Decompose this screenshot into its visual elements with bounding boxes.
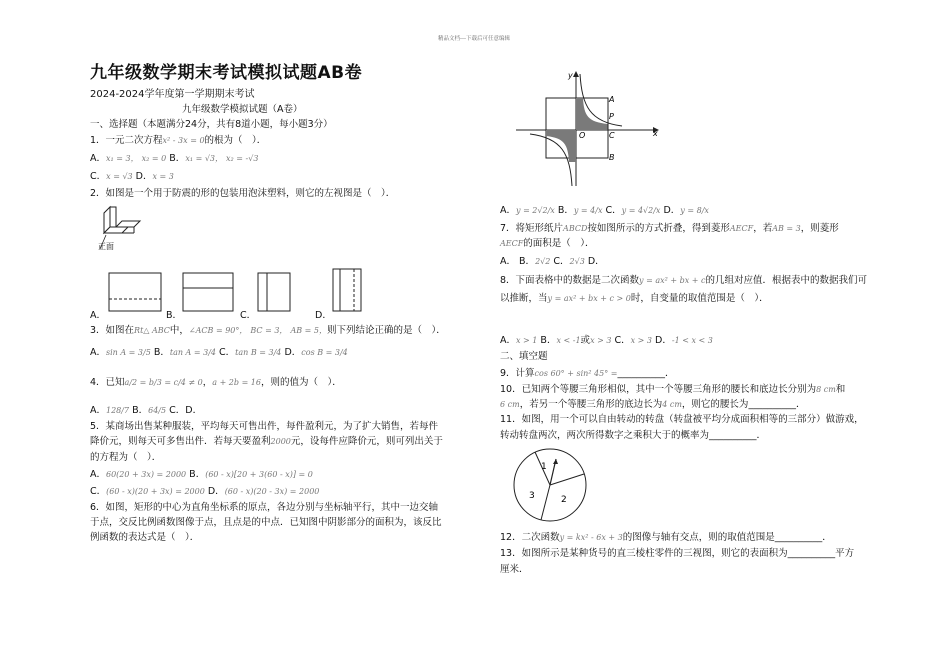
- q1-options-cd: [90, 170, 174, 183]
- q12-blank: __________: [774, 532, 823, 543]
- q5-option-c: (60 - x)(20 + 3x) = 2000: [106, 487, 205, 496]
- q13-line1: [500, 547, 854, 560]
- q10-line1: [500, 383, 845, 396]
- q2-option-c-view: [255, 270, 295, 314]
- spinner-sector-2: 2: [561, 495, 567, 505]
- q3-option-c: tan B = 3/4: [235, 348, 282, 357]
- q7-line2: [500, 237, 595, 250]
- q13-line2: 厘米．: [500, 564, 529, 575]
- q7-line2-text: 的面积是（ ）．: [523, 238, 595, 249]
- q6-a-label: A．: [500, 205, 516, 216]
- q1-b-label: B．: [169, 153, 186, 164]
- q8-option-b: x < -1: [556, 336, 581, 345]
- q3-stem-a: 3．如图在: [90, 325, 135, 336]
- q2-label-b: B．: [166, 310, 183, 321]
- spinner-sector-3: 3: [529, 491, 535, 501]
- q11-line2-text: 转动转盘两次，两次所得数字之乘积大于的概率为: [500, 430, 710, 441]
- q8-line1a: 8．下面表格中的数据是二次函数: [500, 275, 640, 286]
- q5-a-label: A．: [90, 469, 106, 480]
- q5-line2: [90, 435, 443, 448]
- q1-option-b2: x₂ = -√3: [226, 154, 259, 163]
- q10-blank: __________: [748, 399, 796, 410]
- q3-option-a: sin A = 3/5: [106, 348, 151, 357]
- q11-line1: 11．如图，用一个可以自由转动的转盘（转盘被平均分成面积相等的三部分）做游戏，: [500, 414, 864, 425]
- q8-line1: [500, 274, 867, 287]
- fig-point-c: C: [609, 131, 615, 140]
- q1-options-ab: [90, 152, 258, 165]
- q10-line1a: 10．已知两个等腰三角形相似，其中一个等腰三角形的腰长和底边长分别为: [500, 384, 817, 395]
- q7-line1: [500, 222, 839, 235]
- q5-line1: 5．某商场出售某种服装，平均每天可售出件，每件盈利元，为了扩大销售，若每件: [90, 421, 439, 432]
- q3-cond1: ∠ACB = 90°，: [188, 326, 248, 335]
- q8-line2: [500, 292, 769, 305]
- q7-line1d: ，则菱形: [800, 223, 839, 234]
- q10-line2a: ，若另一个等腰三角形的底边长为: [519, 399, 663, 410]
- q4-option-a: 128/7: [106, 406, 130, 415]
- q4-condition: a + 2b = 16: [212, 378, 261, 387]
- q6-c-label: C．: [605, 205, 622, 216]
- hyperbola-rectangle-figure: [510, 66, 670, 196]
- q3-b-label: B．: [153, 347, 170, 358]
- q8-function: y = ax² + bx + c: [639, 276, 706, 285]
- q3-cond2: BC = 3，: [250, 326, 288, 335]
- q6-option-a: y = 2√2/x: [516, 206, 555, 215]
- q2-label-a: A．: [90, 310, 106, 321]
- q8-line2a: 以推断，当: [500, 293, 548, 304]
- q5-c-label: C．: [90, 486, 107, 497]
- q13-blank: __________: [787, 548, 836, 559]
- q11-line2: [500, 429, 766, 442]
- q7-options: [500, 255, 605, 268]
- q12-stem: 12．二次函数: [500, 532, 560, 543]
- q3-triangle: Rt△ ABC: [134, 326, 170, 335]
- q7-c-label: C．: [553, 256, 570, 267]
- q6-b-label: B．: [557, 205, 574, 216]
- q1-option-c: x = √3: [106, 172, 133, 181]
- q5-line2a: 降价元，则每天可多售出件．若每天要盈利: [90, 436, 271, 447]
- q1-c-label: C．: [90, 171, 107, 182]
- q13-unit: 平方: [835, 548, 855, 559]
- page-title: 九年级数学期末考试模拟试题AB卷: [90, 63, 363, 83]
- subtitle: 2024-2024学年度第一学期期末考试: [90, 89, 255, 100]
- fig-point-b: B: [609, 153, 615, 162]
- q9-expression: cos 60° + sin² 45° =: [534, 369, 618, 378]
- q1-stem-a: 1．一元二次方程: [90, 135, 163, 146]
- paper-title: 九年级数学模拟试题（A卷）: [182, 104, 303, 115]
- q6-line3: 例函数的表达式是（ ）．: [90, 532, 200, 543]
- q7-abcd: ABCD: [563, 224, 588, 233]
- q5-options-cd: [90, 485, 319, 498]
- q2-option-a-view: [106, 270, 166, 314]
- q8-option-a: x > 1: [516, 336, 538, 345]
- fig-origin-o: O: [579, 131, 586, 140]
- q11-end: ．: [756, 430, 767, 441]
- fig-y-label: y: [568, 71, 573, 80]
- q4-option-d: D．: [185, 405, 203, 416]
- q9-blank: __________: [617, 368, 665, 379]
- spinner-sector-1: 1: [541, 462, 547, 472]
- q3-option-d: cos B = 3/4: [301, 348, 348, 357]
- q1-equation: x² - 3x = 0: [162, 136, 205, 145]
- q7-option-b: 2√2: [535, 257, 551, 266]
- q3-options: [90, 346, 348, 359]
- fig-x-label: x: [653, 129, 658, 138]
- q8-a-label: A．: [500, 335, 516, 346]
- q7-a-label: A．: [500, 256, 516, 267]
- q8-or: 或: [580, 335, 591, 346]
- q3-stem-b: 则下列结论正确的是（ ）．: [327, 325, 446, 336]
- q12-function: y = kx² - 6x + 3: [559, 533, 623, 542]
- q8-option-c: x > 3: [630, 336, 653, 345]
- q2-label-c: C．: [240, 310, 257, 321]
- q2-label-d: D．: [315, 310, 332, 321]
- q6-option-b: y = 4/x: [573, 206, 603, 215]
- q8-condition: y = ax² + bx + c > 0: [547, 294, 631, 303]
- q12-mid: 的图像与轴有交点，则的取值范围是: [622, 532, 775, 543]
- q1-option-d: x = 3: [152, 172, 174, 181]
- q7-line1b: 按如图所示的方式折叠，得到菱形: [587, 223, 730, 234]
- q9: [500, 367, 674, 380]
- q1-stem: [90, 134, 266, 147]
- q5-profit: 2000: [270, 437, 291, 446]
- q2-stem: 2．如图是一个用于防震的形的包装用泡沫塑料，则它的左视图是（ ）．: [90, 188, 396, 199]
- q4-a-label: A．: [90, 405, 106, 416]
- q3-stem: [90, 324, 446, 337]
- q7-aecf: AECF: [729, 224, 754, 233]
- q5-option-a: 60(20 + 3x) = 2000: [106, 470, 187, 479]
- q4-option-b: 64/5: [148, 406, 167, 415]
- q3-option-b: tan A = 3/4: [169, 348, 216, 357]
- q10-value2: 6 cm: [500, 400, 520, 409]
- q8-d-label: D．: [655, 335, 672, 346]
- fig-point-p: P: [609, 112, 614, 121]
- q7-aecf2: AECF: [500, 239, 524, 248]
- q4-b-label: B．: [132, 405, 149, 416]
- section-fill: 二、填空题: [500, 351, 548, 362]
- q7-line1a: 7．将矩形纸片: [500, 223, 564, 234]
- q8-c-label: C．: [614, 335, 631, 346]
- q8-option-d: -1 < x < 3: [671, 336, 713, 345]
- q12: [500, 531, 832, 544]
- q12-end: ．: [822, 532, 832, 543]
- q10-line2: [500, 398, 805, 411]
- section-choice: 一、选择题（本题满分24分，共有8道小题，每小题3分）: [90, 119, 333, 130]
- q1-a-label: A．: [90, 153, 106, 164]
- q6-line1: 6．如图，矩形的中心为直角坐标系的原点，各边分别与坐标轴平行，其中一边交轴: [90, 502, 439, 513]
- q3-d-label: D．: [284, 347, 302, 358]
- q5-d-label: D．: [207, 486, 225, 497]
- front-view-label: 正面: [98, 242, 114, 251]
- q5-option-d: (60 - x)(20 - 3x) = 2000: [224, 487, 320, 496]
- q7-option-c: 2√3: [569, 257, 585, 266]
- q5-line2b: 元，设每件应降价元，则可列出关于: [290, 436, 443, 447]
- q1-d-label: D．: [135, 171, 153, 182]
- q5-line3: 的方程为（ ）．: [90, 452, 162, 463]
- q11-blank: __________: [709, 430, 757, 441]
- q4-stem-a: 4．已知: [90, 377, 125, 388]
- q3-mid: 中，: [169, 325, 189, 336]
- q5-option-b: (60 - x)[20 + 3(60 - x)] = 0: [205, 470, 313, 479]
- q2-option-b-view: [180, 270, 238, 314]
- q4-option-c: C．: [169, 405, 186, 416]
- q10-line2b: ，则它的腰长为: [681, 399, 749, 410]
- q6-options: [500, 204, 709, 217]
- q6-line2: 于点，交反比例函数图像于点，且点是的中点．已知图中阴影部分的面积为，该反比: [90, 517, 442, 528]
- q9-end: ．: [664, 368, 675, 379]
- q10-value1: 8 cm: [816, 385, 836, 394]
- q6-option-c: y = 4√2/x: [621, 206, 661, 215]
- q2-option-d-view: [330, 266, 366, 314]
- q9-stem: 9．计算: [500, 368, 535, 379]
- q7-b-label: B．: [519, 256, 536, 267]
- q10-line1b: 和: [835, 384, 846, 395]
- q5-b-label: B．: [189, 469, 206, 480]
- q1-option-b: x₁ = √3，: [185, 154, 224, 163]
- q4-options: [90, 404, 202, 417]
- q1-option-a: x₁ = 3，: [106, 154, 139, 163]
- q1-option-a2: x₂ = 0: [141, 154, 167, 163]
- spinner-figure: [510, 446, 592, 526]
- q8-b-label: B．: [540, 335, 557, 346]
- q8-option-b2: x > 3: [590, 336, 612, 345]
- q8-line1b: 的几组对应值．根据表中的数据我们可: [705, 275, 868, 286]
- q1-stem-b: 的根为（ ）．: [204, 135, 267, 146]
- q3-a-label: A．: [90, 347, 106, 358]
- q7-d-label: D．: [587, 256, 605, 267]
- q7-ab: AB = 3: [772, 224, 801, 233]
- q3-c-label: C．: [219, 347, 236, 358]
- q13-line1-text: 13．如图所示是某种货号的直三棱柱零件的三视图，则它的表面积为: [500, 548, 788, 559]
- q4-fraction: a/2 = b/3 = c/4 ≠ 0: [124, 378, 203, 387]
- q4-stem-b: ，则的值为（ ）．: [261, 377, 342, 388]
- header-note: 精品文档---下载后可任意编辑: [438, 36, 510, 42]
- q4-stem: 4．已知a/2 = b/3 = c/4 ≠ 0，a + 2b = 16，则的值为（ ）．: [90, 377, 342, 388]
- q6-d-label: D．: [663, 205, 681, 216]
- fig-point-a: A: [609, 95, 615, 104]
- q8-line2b: 时，自变量的取值范围是（ ）．: [630, 293, 769, 304]
- q6-option-d: y = 8/x: [680, 206, 709, 215]
- q7-line1c: ，若: [753, 223, 773, 234]
- q3-cond3: AB = 5，: [290, 326, 328, 335]
- q8-options: [500, 334, 713, 347]
- q10-value3: 4 cm: [662, 400, 682, 409]
- q5-options-ab: [90, 468, 313, 481]
- q10-end: ．: [795, 399, 806, 410]
